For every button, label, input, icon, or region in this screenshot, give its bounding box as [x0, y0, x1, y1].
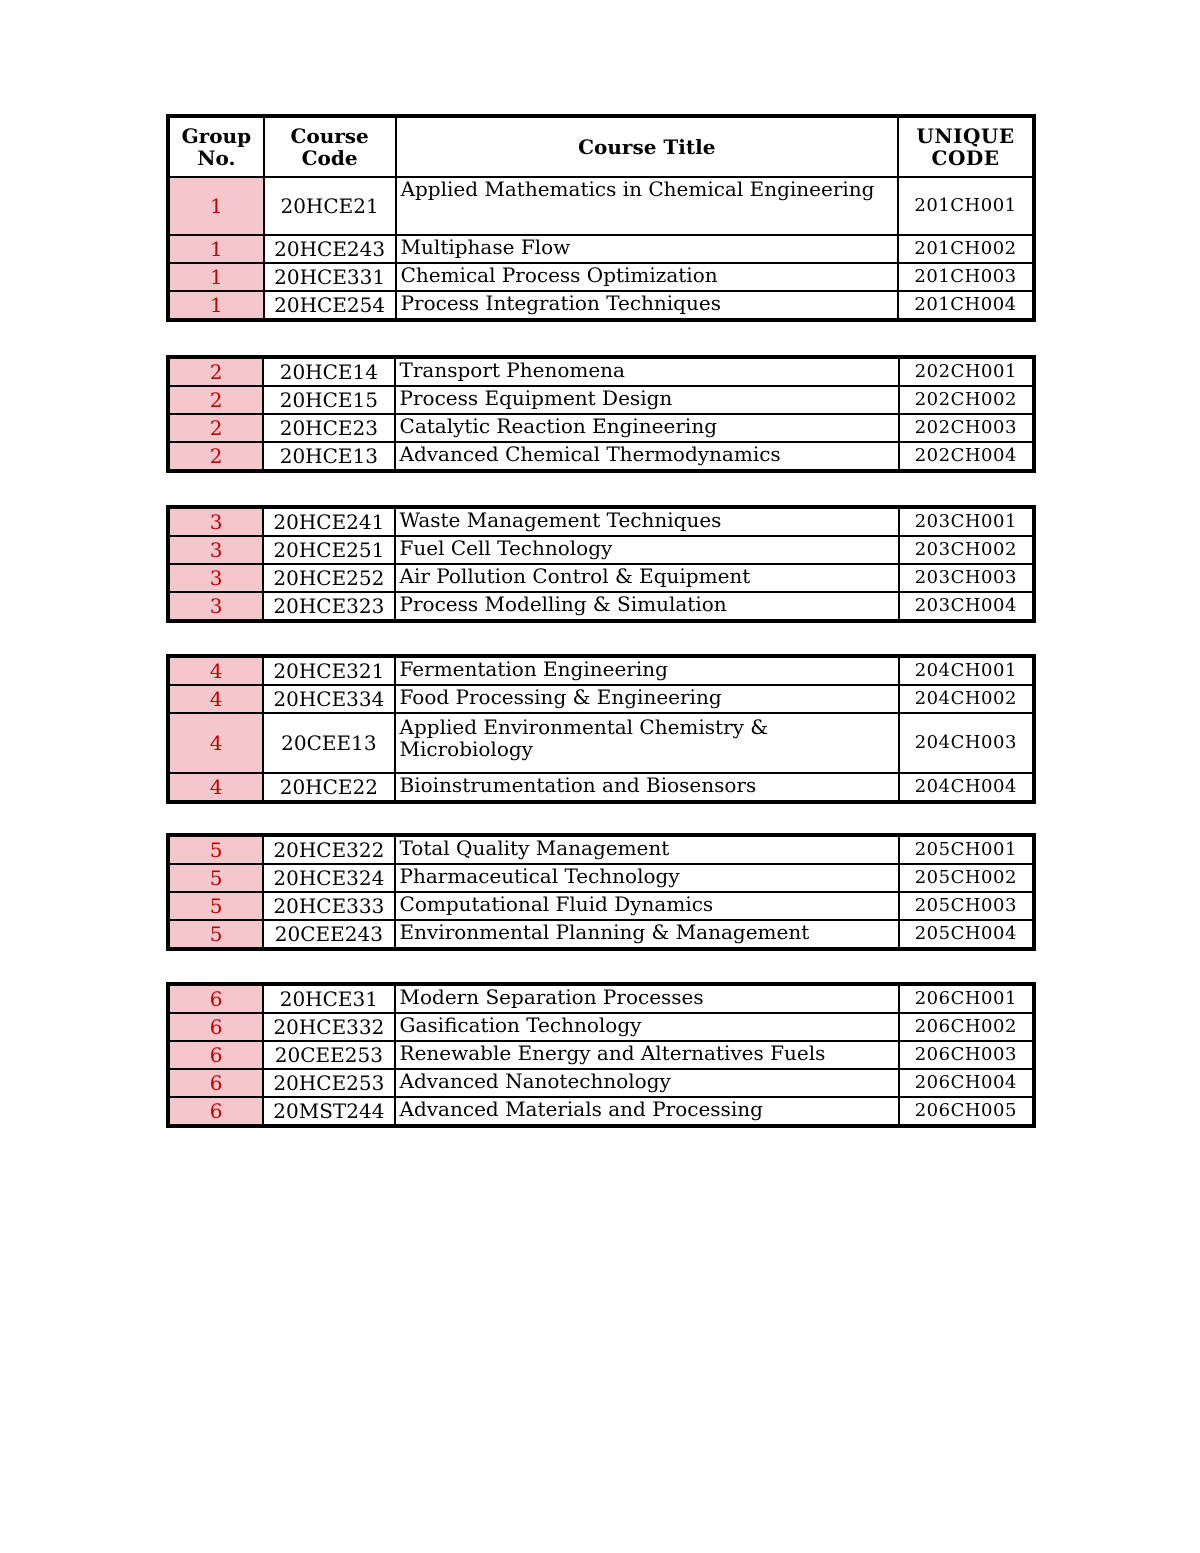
unique-code-cell: 204CH002: [899, 685, 1034, 713]
course-code-cell: 20HCE252: [263, 564, 394, 592]
group-no-cell: 6: [168, 1041, 263, 1069]
unique-code-cell: 202CH004: [899, 442, 1034, 471]
course-title-cell: Catalytic Reaction Engineering: [395, 414, 899, 442]
course-code-cell: 20CEE13: [263, 713, 394, 773]
course-title-cell: Transport Phenomena: [395, 357, 899, 386]
table-header-row: [168, 116, 1034, 177]
unique-code-cell: 202CH002: [899, 386, 1034, 414]
course-code-cell: 20HCE322: [263, 835, 394, 864]
table-row: [168, 920, 1034, 949]
course-code-cell: 20HCE243: [264, 235, 396, 263]
course-table-group-5: [166, 833, 1036, 951]
table-row: [168, 1069, 1034, 1097]
course-title-cell: Advanced Chemical Thermodynamics: [395, 442, 899, 471]
table-row: [168, 386, 1034, 414]
course-code-cell: 20HCE241: [263, 507, 394, 536]
group-no-cell: 3: [168, 507, 263, 536]
course-code-cell: 20HCE31: [263, 984, 394, 1013]
unique-code-cell: 205CH001: [899, 835, 1034, 864]
group-no-cell: 3: [168, 564, 263, 592]
table-row: [168, 507, 1034, 536]
group-no-cell: 5: [168, 864, 263, 892]
course-table-group-2: [166, 355, 1036, 473]
unique-code-cell: 203CH004: [899, 592, 1034, 621]
unique-code-cell: 206CH002: [899, 1013, 1034, 1041]
group-no-cell: 4: [168, 713, 263, 773]
group-no-cell: 6: [168, 1097, 263, 1126]
table-row: [168, 864, 1034, 892]
table-row: [168, 414, 1034, 442]
table-row: [168, 713, 1034, 773]
unique-code-cell: 206CH004: [899, 1069, 1034, 1097]
unique-code-cell: 201CH001: [898, 177, 1034, 235]
group-no-cell: 6: [168, 984, 263, 1013]
group-no-cell: 3: [168, 592, 263, 621]
course-title-cell: Renewable Energy and Alternatives Fuels: [395, 1041, 899, 1069]
course-code-cell: 20HCE251: [263, 536, 394, 564]
course-code-cell: 20HCE21: [264, 177, 396, 235]
table-row: [168, 536, 1034, 564]
course-title-cell: Food Processing & Engineering: [395, 685, 899, 713]
unique-code-cell: 203CH003: [899, 564, 1034, 592]
course-code-cell: 20HCE334: [263, 685, 394, 713]
course-code-cell: 20HCE324: [263, 864, 394, 892]
table-row: [168, 442, 1034, 471]
course-code-cell: 20HCE254: [264, 291, 396, 320]
table-row: [168, 177, 1034, 235]
table-row: [168, 235, 1034, 263]
group-no-cell: 1: [168, 235, 264, 263]
course-title-cell: Total Quality Management: [395, 835, 899, 864]
course-table-group-1: [166, 114, 1036, 322]
unique-code-cell: 204CH003: [899, 713, 1034, 773]
group-no-cell: 5: [168, 835, 263, 864]
course-title-cell: Environmental Planning & Management: [395, 920, 899, 949]
table-row: [168, 263, 1034, 291]
table-row: [168, 1041, 1034, 1069]
group-no-cell: 2: [168, 386, 263, 414]
course-title-cell: Fuel Cell Technology: [395, 536, 899, 564]
group-no-cell: 1: [168, 263, 264, 291]
header-course-title: Course Title: [396, 116, 898, 177]
course-title-cell: Process Equipment Design: [395, 386, 899, 414]
course-table-group-3: [166, 505, 1036, 623]
group-no-cell: 2: [168, 442, 263, 471]
group-no-cell: 1: [168, 291, 264, 320]
course-code-cell: 20HCE332: [263, 1013, 394, 1041]
course-title-cell: Advanced Nanotechnology: [395, 1069, 899, 1097]
group-no-cell: 5: [168, 892, 263, 920]
unique-code-cell: 201CH003: [898, 263, 1034, 291]
unique-code-cell: 206CH005: [899, 1097, 1034, 1126]
table-row: [168, 773, 1034, 802]
group-no-cell: 5: [168, 920, 263, 949]
group-no-cell: 3: [168, 536, 263, 564]
table-row: [168, 1097, 1034, 1126]
table-row: [168, 656, 1034, 685]
table-row: [168, 592, 1034, 621]
course-title-cell: Modern Separation Processes: [395, 984, 899, 1013]
unique-code-cell: 205CH002: [899, 864, 1034, 892]
course-code-cell: 20HCE15: [263, 386, 394, 414]
header-course-code: Course Code: [264, 116, 396, 177]
group-no-cell: 1: [168, 177, 264, 235]
group-no-cell: 4: [168, 685, 263, 713]
course-table-group-6: [166, 982, 1036, 1128]
course-title-cell: Applied Environmental Chemistry & Microbiology: [395, 713, 899, 773]
course-title-cell: Gasification Technology: [395, 1013, 899, 1041]
table-row: [168, 357, 1034, 386]
table-row: [168, 984, 1034, 1013]
unique-code-cell: 204CH004: [899, 773, 1034, 802]
unique-code-cell: 205CH003: [899, 892, 1034, 920]
group-no-cell: 2: [168, 414, 263, 442]
course-code-cell: 20HCE323: [263, 592, 394, 621]
group-no-cell: 6: [168, 1013, 263, 1041]
course-code-cell: 20HCE253: [263, 1069, 394, 1097]
course-title-cell: Fermentation Engineering: [395, 656, 899, 685]
header-unique-code: UNIQUE CODE: [898, 116, 1034, 177]
unique-code-cell: 202CH001: [899, 357, 1034, 386]
course-title-cell: Applied Mathematics in Chemical Engineering: [396, 177, 898, 235]
unique-code-cell: 203CH002: [899, 536, 1034, 564]
course-code-cell: 20HCE23: [263, 414, 394, 442]
course-code-cell: 20CEE253: [263, 1041, 394, 1069]
course-title-cell: Pharmaceutical Technology: [395, 864, 899, 892]
header-group-no: Group No.: [168, 116, 264, 177]
table-row: [168, 685, 1034, 713]
course-title-cell: Air Pollution Control & Equipment: [395, 564, 899, 592]
unique-code-cell: 202CH003: [899, 414, 1034, 442]
unique-code-cell: 204CH001: [899, 656, 1034, 685]
table-row: [168, 1013, 1034, 1041]
unique-code-cell: 205CH004: [899, 920, 1034, 949]
unique-code-cell: 206CH003: [899, 1041, 1034, 1069]
table-row: [168, 564, 1034, 592]
course-code-cell: 20HCE333: [263, 892, 394, 920]
unique-code-cell: 201CH004: [898, 291, 1034, 320]
course-title-cell: Bioinstrumentation and Biosensors: [395, 773, 899, 802]
course-code-cell: 20MST244: [263, 1097, 394, 1126]
course-title-cell: Multiphase Flow: [396, 235, 898, 263]
unique-code-cell: 201CH002: [898, 235, 1034, 263]
group-no-cell: 4: [168, 773, 263, 802]
table-row: [168, 892, 1034, 920]
course-code-cell: 20HCE22: [263, 773, 394, 802]
unique-code-cell: 206CH001: [899, 984, 1034, 1013]
course-code-cell: 20HCE14: [263, 357, 394, 386]
group-no-cell: 6: [168, 1069, 263, 1097]
course-title-cell: Process Integration Techniques: [396, 291, 898, 320]
group-no-cell: 4: [168, 656, 263, 685]
table-row: [168, 291, 1034, 320]
course-code-cell: 20CEE243: [263, 920, 394, 949]
course-code-cell: 20HCE331: [264, 263, 396, 291]
course-table-group-4: [166, 654, 1036, 804]
group-no-cell: 2: [168, 357, 263, 386]
course-code-cell: 20HCE321: [263, 656, 394, 685]
course-title-cell: Process Modelling & Simulation: [395, 592, 899, 621]
table-row: [168, 835, 1034, 864]
course-title-cell: Chemical Process Optimization: [396, 263, 898, 291]
course-title-cell: Computational Fluid Dynamics: [395, 892, 899, 920]
unique-code-cell: 203CH001: [899, 507, 1034, 536]
course-title-cell: Waste Management Techniques: [395, 507, 899, 536]
course-title-cell: Advanced Materials and Processing: [395, 1097, 899, 1126]
course-code-cell: 20HCE13: [263, 442, 394, 471]
